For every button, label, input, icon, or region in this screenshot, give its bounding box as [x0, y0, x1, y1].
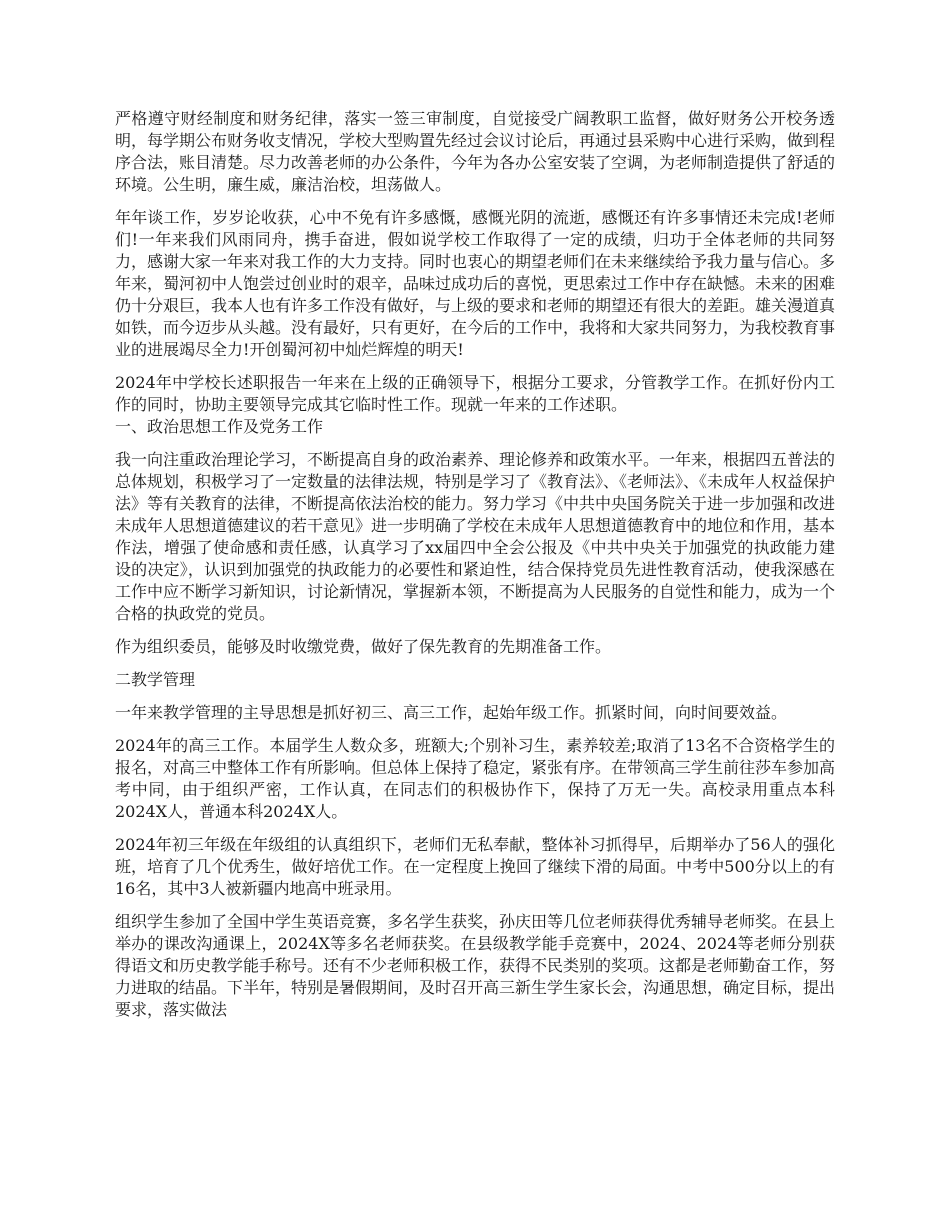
paragraph-junior-three: 2024年初三年级在年级组的认真组织下，老师们无私奉献，整体补习抓得早，后期举办了56人的强化班，培育了几个优秀生，做好培优工作。在一定程度上挽回了继续下滑的局面。中考中500分以上的有16名，其中3人被新疆内地高中班录用。	[115, 835, 835, 898]
paragraph-party-work: 作为组织委员，能够及时收缴党费，做好了保先教育的先期准备工作。	[115, 637, 612, 656]
paragraph-finance: 严格遵守财经制度和财务纪律，落实一签三审制度，自觉接受广阔教职工监督，做好财务公开校务透明，每学期公布财务收支情况，学校大型购置先经过会议讨论后，再通过县采购中心进行采购，做到程序合法，账目清楚。尽力改善老师的办公条件，今年为各办公室安装了空调，为老师制造提供了舒适的环境。公生明，廉生威，廉洁治校，坦荡做人。	[115, 109, 836, 194]
paragraph-senior-three: 2024年的高三工作。本届学生人数众多，班额大;个别补习生，素养较差;取消了13名不合资格学生的报名，对高三中整体工作有所影响。但总体上保持了稳定，紧张有序。在带领高三学生前往莎车参加高考中同，由于组织严密，工作认真，在同志们的积极协作下，保持了万无一失。高校录用重点本科2024X人，普通本科2024X人。	[115, 736, 836, 821]
paragraph-political-study: 我一向注重政治理论学习，不断提高自身的政治素养、理论修养和政策水平。一年来，根据四五普法的总体规划，积极学习了一定数量的法律法规，特别是学习了《教育法》、《老师法》、《未成年人权益保护法》等有关教育的法律，不断提高依法治校的能力。努力学习《中共中央国务院关于进一步加强和改进未成年人思想道德建议的若干意见》进一步明确了学校在未成年人思想道德教育中的地位和作用，基本作法，增强了使命感和责任感，认真学习了xx届四中全会公报及《中共中央关于加强党的执政能力建设的决定》，认识到加强党的执政能力的必要性和紧迫性，结合保持党员先进性教育活动，使我深感在工作中应不断学习新知识，讨论新情况，掌握新本领，不断提高为人民服务的自觉性和能力，成为一个合格的执政党的党员。	[115, 450, 836, 623]
document-page	[115, 108, 835, 1032]
paragraph-report-intro: 2024年中学校长述职报告一年来在上级的正确领导下，根据分工要求，分管教学工作。在抓好份内工作的同时，协助主要领导完成其它临时性工作。现就一年来的工作述职。 一、政治思想工作及党务工作	[115, 373, 835, 436]
paragraph-awards: 组织学生参加了全国中学生英语竞赛，多名学生获奖，孙庆田等几位老师获得优秀辅导老师奖。在县上举办的课改沟通课上，2024X等多名老师获奖。在县级教学能手竞赛中，2024、2024等老师分别获得语文和历史教学能手称号。还有不少老师积极工作，获得不民类别的奖项。这都是老师勤奋工作，努力进取的结晶。下半年，特别是暑假期间，及时召开高三新生学生家长会，沟通思想，确定目标，提出要求，落实做法	[115, 912, 836, 1019]
paragraph-year-review: 年年谈工作，岁岁论收获，心中不免有许多感慨，感慨光阴的流逝，感慨还有许多事情还未完成!老师们!一年来我们风雨同舟，携手奋进，假如说学校工作取得了一定的成绩，归功于全体老师的共同努力，感谢大家一年来对我工作的大力支持。同时也衷心的期望老师们在未来继续给予我力量与信心。多年来，蜀河初中人饱尝过创业时的艰辛，品味过成功后的喜悦，更思索过工作中存在缺憾。未来的困难仍十分艰巨，我本人也有许多工作没有做好，与上级的要求和老师的期望还有很大的差距。雄关漫道真如铁，而今迈步从头越。没有最好，只有更好，在今后的工作中，我将和大家共同努力，为我校教育事业的进展竭尽全力!开创蜀河初中灿烂辉煌的明天!	[115, 208, 836, 359]
paragraph-teaching-focus: 一年来教学管理的主导思想是抓好初三、高三工作，起始年级工作。抓紧时间，向时间要效益。	[115, 703, 788, 722]
section-heading-teaching: 二教学管理	[115, 670, 196, 689]
